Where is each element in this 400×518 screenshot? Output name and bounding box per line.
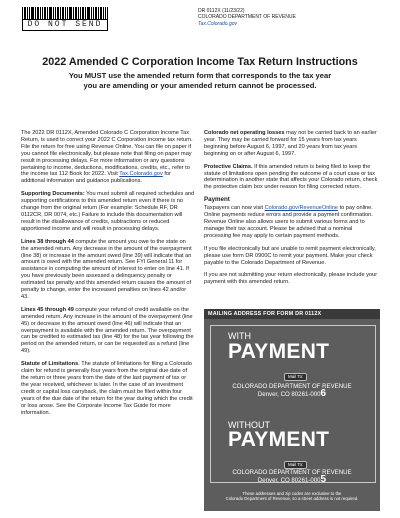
intro-paragraph xyxy=(21,130,195,185)
barcode xyxy=(22,7,108,19)
without-address-digit: 5 xyxy=(320,474,327,486)
statute-paragraph xyxy=(21,361,195,416)
lines-38-44-text: compute the amount you owe to the state on the amended return. Any decrease in the amount of the overpayment (line 38) or increase in the amount owed (line 39) will indicate that an amount is owed with the amended return. See FYI General 11 for assistance in computing the amount of interest to enter on line 41. If you have previously been assessed a delinquency penalty or estimated tax penalty and this amended return causes the amount of penalty to change, enter the increased penalties on lines 42 and/or 43. xyxy=(21,238,192,300)
address-note xyxy=(204,491,380,501)
without-address-line-2 xyxy=(204,476,380,484)
mailing-address-box xyxy=(204,319,380,511)
payment-text-end: to pay online. Online payments reduce errors and provide a payment confirmation. Revenue Online also allows users to submit various forms and to manage their tax account. Please be advised that a nominal processing fee may apply to certain payment methods. xyxy=(204,205,373,239)
page-subtitle xyxy=(0,71,400,90)
intro-text-end: for additional information and guidance publications. xyxy=(21,171,171,185)
with-address-line-2 xyxy=(204,390,380,398)
right-column xyxy=(204,130,380,292)
payment-paragraph-2: If you file electronically but are unable to remit payment electronically, please use form DR 0900C to remit your payment. Make your check payable to the Colorado Department of Revenue. xyxy=(204,245,376,266)
without-address-line-1: COLORADO DEPARTMENT OF REVENUE xyxy=(232,469,352,476)
intro-text: The 2022 DR 0112X, Amended Colorado C Corporation Income Tax Return, is used to correct your 2022 C Corporation income tax return. File the return for free using Revenue Online. You can file on paper if you cannot file electronically, but please note that filing on paper may result in processing delays. For more information or any questions pertaining to income, deductions, modifications, credits, etc., refer to the income tax 112 Book for 2022. Visit xyxy=(21,130,193,178)
mailing-address-header: MAILING ADDRESS FOR FORM DR 0112X xyxy=(204,309,380,319)
supporting-documents-heading: Supporting Documents: xyxy=(21,191,85,198)
department-name: COLORADO DEPARTMENT OF REVENUE xyxy=(198,14,296,21)
with-payment-address xyxy=(204,383,380,399)
with-address-line-1: COLORADO DEPARTMENT OF REVENUE xyxy=(232,383,352,390)
payment-text: Taxpayers can now visit xyxy=(204,205,265,212)
without-address-zip: Denver, CO 80261-000 xyxy=(257,477,321,485)
subtitle-line-2: you are amending or your amended return cannot be processed. xyxy=(83,80,317,90)
form-header xyxy=(198,8,296,27)
tax-colorado-link[interactable]: Tax.Colorado.gov xyxy=(119,171,163,178)
payment-paragraph-3: If you are not submitting your return electronically, please include your payment with this amended return. xyxy=(204,272,378,286)
lines-45-49-paragraph xyxy=(21,307,195,355)
subtitle-line-1: You MUST use the amended return form that corresponds to the tax year xyxy=(68,71,332,80)
protective-claims-heading: Protective Claims. xyxy=(204,163,253,170)
mail-to-badge-without: Mail To: xyxy=(284,461,307,469)
without-payment-address xyxy=(204,469,380,485)
protective-claims-paragraph xyxy=(204,164,380,192)
with-payment-label: PAYMENT xyxy=(228,340,330,363)
supporting-documents-paragraph xyxy=(21,191,195,232)
supporting-documents-text: You must submit all required schedules and supporting certifications to this amended return even if there is no change from the original return (For example: Schedule RF, DR 0112CR, DR 0074, etc.) Failure to include this documentation will result in the disallowance of credits, subtractions or reduced apportioned income and will result in processing delays. xyxy=(21,191,195,232)
statute-text: . The statute of limitations for filing a Colorado claim for refund is generally four years from the original due date of the return or three years from the date of the last payment of tax or the year received, whichever is later. In the case of an investment credit or capital loss carryback, the claim must be filed within four years of the due date of the return for the year during which the credit or loss arose. See the Corporate Income Tax Guide for more information. xyxy=(21,361,193,416)
lines-45-49-text: compute your refund of credit available on the amended return. Any increase in the amount of the overpayment (line 45) or decrease in the amount owed (line 46) will indicate that an overpayment is available with the amended return. The overpayment can be credited to estimated tax (line 48) for the tax year following the period on the amended return, or can be requested as a refund (line 49). xyxy=(21,306,194,355)
mail-to-badge-with: Mail To: xyxy=(284,373,307,381)
lines-45-49-heading: Lines 45 through 49 xyxy=(21,306,74,313)
do-not-send-stamp: DO NOT SEND xyxy=(22,19,108,31)
nol-text: may not be carried back to an earlier year. They may be carried forward for 15 years from tax years beginning before August 6, 1997, and 20 years from tax years beginning on or after August 6, 1997. xyxy=(204,130,377,157)
with-label: WITH xyxy=(228,331,251,341)
nol-paragraph xyxy=(204,130,380,158)
payment-heading: Payment xyxy=(204,196,230,204)
without-payment-label: PAYMENT xyxy=(228,428,330,451)
address-note-line-2: Colorado Department of Revenue, so a street address is not required. xyxy=(225,496,359,502)
protective-claims-text: If this amended return is being filed to keep the statute of limitations open pending the outcome of a court case or tax determination in another state that affects your Colorado return, check the protective claim box under reason for filing corrected return. xyxy=(204,163,378,191)
left-column xyxy=(21,130,195,422)
form-id: DR 0112X (11/23/22) xyxy=(198,8,245,14)
without-label: WITHOUT xyxy=(228,420,270,430)
website-link[interactable]: Tax.Colorado.gov xyxy=(198,20,238,27)
statute-heading: Statute of Limitations xyxy=(21,361,79,368)
with-address-digit: 6 xyxy=(320,388,327,400)
nol-heading: Colorado net operating losses xyxy=(204,130,285,136)
page-title: 2022 Amended C Corporation Income Tax Return Instructions xyxy=(42,56,358,68)
lines-38-44-heading: Lines 38 through 44 xyxy=(21,238,74,245)
with-address-zip: Denver, CO 80261-000 xyxy=(257,391,321,399)
lines-38-44-paragraph xyxy=(21,239,195,301)
address-note-line-1: These addresses and zip codes are exclusive to the xyxy=(242,491,342,496)
payment-paragraph xyxy=(204,205,380,240)
revenue-online-link[interactable]: Colorado.gov/RevenueOnline xyxy=(264,205,339,212)
